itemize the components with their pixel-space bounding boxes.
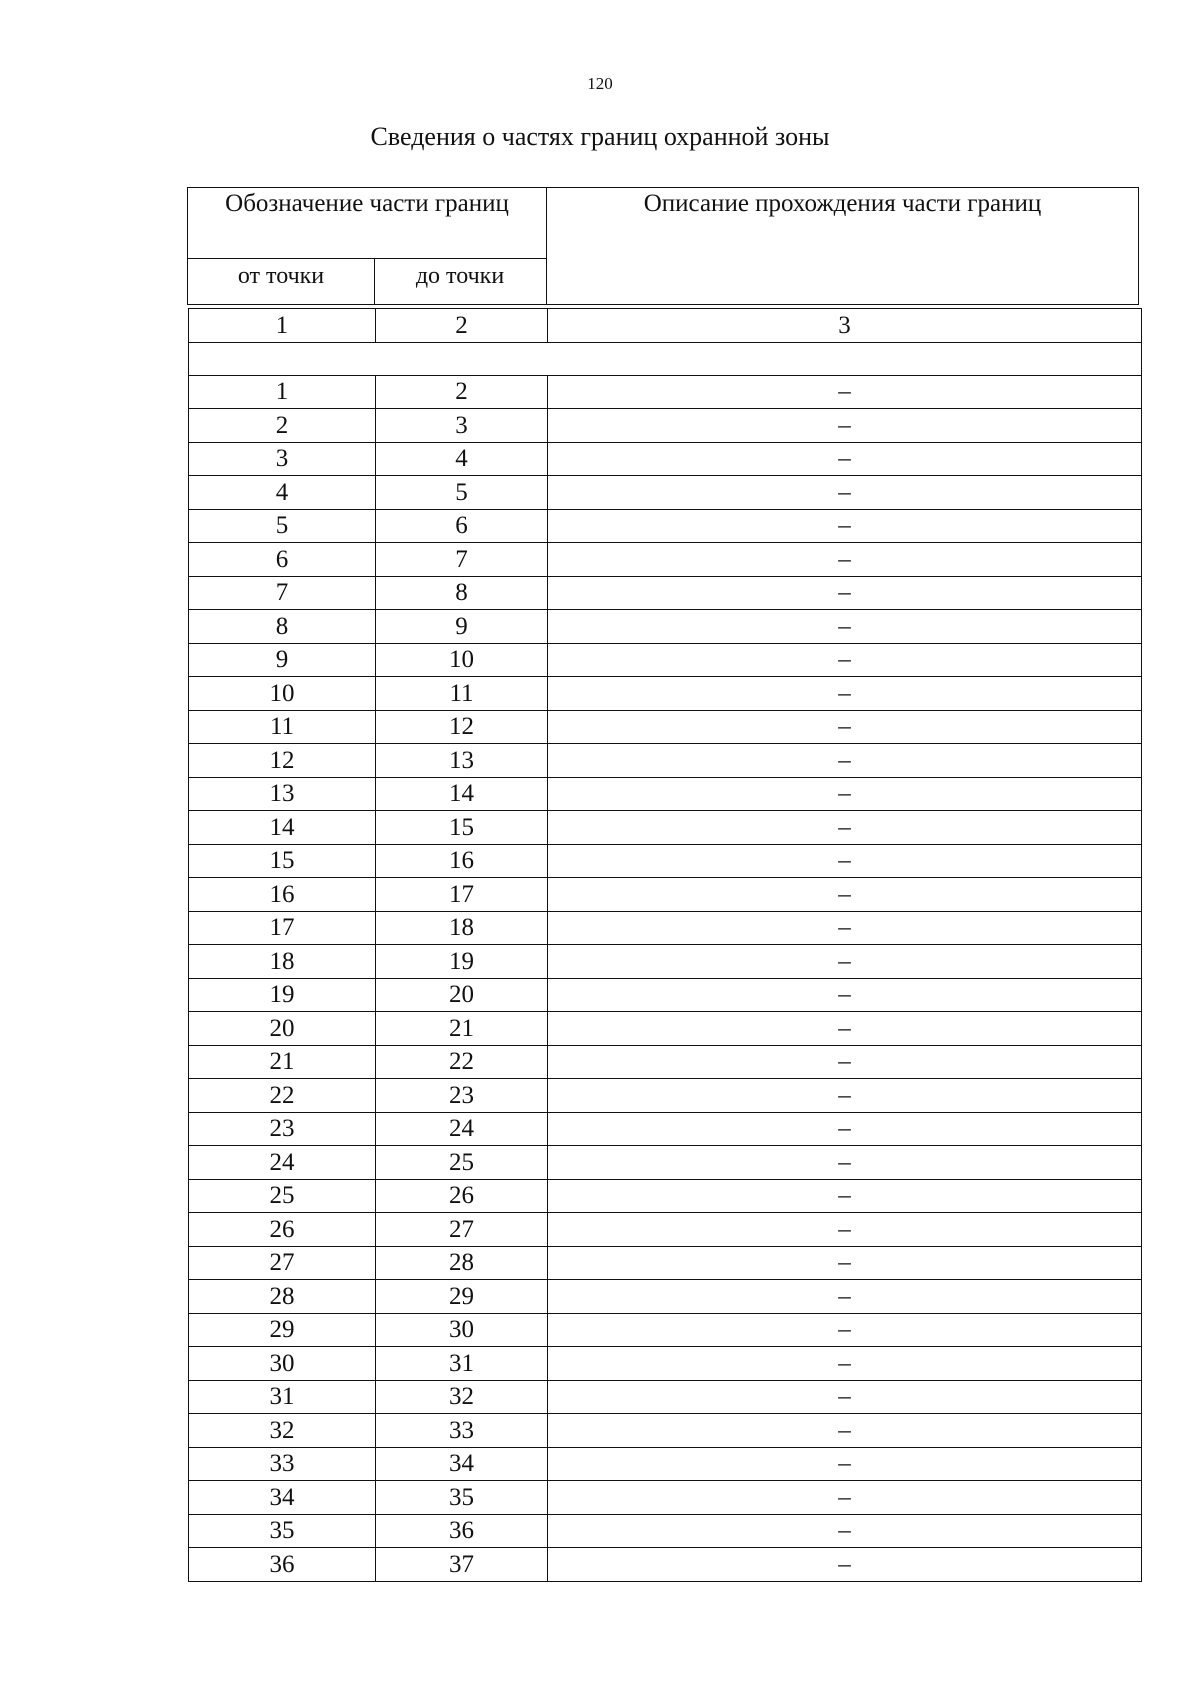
table-row — [189, 710, 1142, 744]
to-point-cell: 15 — [376, 811, 548, 845]
from-point-cell: 25 — [189, 1179, 376, 1213]
description-cell: – — [548, 442, 1142, 476]
from-point-cell: 10 — [189, 677, 376, 711]
to-point-cell: 9 — [376, 610, 548, 644]
description-cell: – — [548, 543, 1142, 577]
table-row — [189, 1514, 1142, 1548]
from-point-cell: 2 — [189, 409, 376, 443]
description-cell: – — [548, 509, 1142, 543]
from-point-cell: 11 — [189, 710, 376, 744]
description-cell: – — [548, 878, 1142, 912]
to-point-cell: 16 — [376, 844, 548, 878]
to-point-cell: 13 — [376, 744, 548, 778]
boundary-parts-table — [188, 308, 1142, 1582]
description-cell: – — [548, 844, 1142, 878]
to-point-cell: 36 — [376, 1514, 548, 1548]
table-row — [189, 442, 1142, 476]
table-row — [189, 1045, 1142, 1079]
header-designation-group — [188, 188, 547, 304]
to-point-cell: 37 — [376, 1548, 548, 1582]
description-cell: – — [548, 1012, 1142, 1046]
description-cell: – — [548, 978, 1142, 1012]
from-point-cell: 7 — [189, 576, 376, 610]
description-cell: – — [548, 1045, 1142, 1079]
to-point-cell: 4 — [376, 442, 548, 476]
description-cell: – — [548, 710, 1142, 744]
description-cell: – — [548, 1347, 1142, 1381]
page-title: Сведения о частях границ охранной зоны — [370, 122, 830, 151]
description-cell: – — [548, 643, 1142, 677]
from-point-cell: 32 — [189, 1414, 376, 1448]
to-point-cell: 20 — [376, 978, 548, 1012]
table-row — [189, 375, 1142, 409]
from-point-cell: 12 — [189, 744, 376, 778]
description-cell: – — [548, 911, 1142, 945]
to-point-cell: 8 — [376, 576, 548, 610]
to-point-cell: 22 — [376, 1045, 548, 1079]
description-cell: – — [548, 677, 1142, 711]
from-point-cell: 28 — [189, 1280, 376, 1314]
column-number-cell: 1 — [189, 309, 376, 343]
description-cell: – — [548, 1280, 1142, 1314]
from-point-cell: 34 — [189, 1481, 376, 1515]
header-from-point: от точки — [188, 259, 375, 304]
table-row — [189, 1146, 1142, 1180]
from-point-cell: 9 — [189, 643, 376, 677]
from-point-cell: 17 — [189, 911, 376, 945]
to-point-cell: 33 — [376, 1414, 548, 1448]
description-cell: – — [548, 1313, 1142, 1347]
from-point-cell: 5 — [189, 509, 376, 543]
to-point-cell: 27 — [376, 1213, 548, 1247]
table-row — [189, 1481, 1142, 1515]
to-point-cell: 17 — [376, 878, 548, 912]
from-point-cell: 24 — [189, 1146, 376, 1180]
table-row — [189, 1447, 1142, 1481]
description-cell: – — [548, 1246, 1142, 1280]
from-point-cell: 21 — [189, 1045, 376, 1079]
table-row — [189, 1347, 1142, 1381]
description-cell: – — [548, 409, 1142, 443]
to-point-cell: 7 — [376, 543, 548, 577]
description-cell: – — [548, 744, 1142, 778]
description-cell: – — [548, 1146, 1142, 1180]
table-row — [189, 1112, 1142, 1146]
table-row — [189, 911, 1142, 945]
from-point-cell: 26 — [189, 1213, 376, 1247]
description-cell: – — [548, 375, 1142, 409]
from-point-cell: 1 — [189, 375, 376, 409]
from-point-cell: 14 — [189, 811, 376, 845]
table-row — [189, 1012, 1142, 1046]
table-row — [189, 1246, 1142, 1280]
description-cell: – — [548, 1414, 1142, 1448]
from-point-cell: 22 — [189, 1079, 376, 1113]
table-row — [189, 945, 1142, 979]
to-point-cell: 3 — [376, 409, 548, 443]
description-cell: – — [548, 1213, 1142, 1247]
to-point-cell: 10 — [376, 643, 548, 677]
to-point-cell: 2 — [376, 375, 548, 409]
description-cell: – — [548, 1548, 1142, 1582]
table-row — [189, 1213, 1142, 1247]
description-cell: – — [548, 945, 1142, 979]
description-cell: – — [548, 1112, 1142, 1146]
description-cell: – — [548, 476, 1142, 510]
from-point-cell: 16 — [189, 878, 376, 912]
column-number-cell: 3 — [548, 309, 1142, 343]
table-row — [189, 1380, 1142, 1414]
from-point-cell: 15 — [189, 844, 376, 878]
table-row — [189, 878, 1142, 912]
column-number-cell: 2 — [376, 309, 548, 343]
table-row — [189, 610, 1142, 644]
table-row — [189, 1079, 1142, 1113]
description-cell: – — [548, 576, 1142, 610]
from-point-cell: 27 — [189, 1246, 376, 1280]
description-cell: – — [548, 610, 1142, 644]
to-point-cell: 24 — [376, 1112, 548, 1146]
from-point-cell: 33 — [189, 1447, 376, 1481]
page-number: 120 — [587, 74, 613, 93]
from-point-cell: 35 — [189, 1514, 376, 1548]
table-row — [189, 744, 1142, 778]
table-row — [189, 677, 1142, 711]
from-point-cell: 19 — [189, 978, 376, 1012]
to-point-cell: 5 — [376, 476, 548, 510]
table-row — [189, 811, 1142, 845]
header-to-point: до точки — [415, 263, 505, 289]
from-point-cell: 13 — [189, 777, 376, 811]
table-row — [189, 409, 1142, 443]
to-point-cell: 26 — [376, 1179, 548, 1213]
header-description: Описание прохождения части границ — [643, 190, 1042, 217]
description-cell: – — [548, 1481, 1142, 1515]
from-point-cell: 20 — [189, 1012, 376, 1046]
table-row — [189, 576, 1142, 610]
table-row — [189, 1548, 1142, 1582]
to-point-cell: 11 — [376, 677, 548, 711]
table-row — [189, 509, 1142, 543]
table-header — [187, 187, 1139, 305]
to-point-cell: 6 — [376, 509, 548, 543]
description-cell: – — [548, 1079, 1142, 1113]
blank-cell — [189, 342, 1142, 375]
table-row — [189, 543, 1142, 577]
to-point-cell: 21 — [376, 1012, 548, 1046]
from-point-cell: 29 — [189, 1313, 376, 1347]
from-point-cell: 4 — [189, 476, 376, 510]
description-cell: – — [548, 1447, 1142, 1481]
to-point-cell: 25 — [376, 1146, 548, 1180]
to-point-cell: 14 — [376, 777, 548, 811]
table-row — [189, 1414, 1142, 1448]
table-row — [189, 777, 1142, 811]
to-point-cell: 28 — [376, 1246, 548, 1280]
table-row — [189, 844, 1142, 878]
from-point-cell: 36 — [189, 1548, 376, 1582]
table-row — [189, 643, 1142, 677]
description-cell: – — [548, 1380, 1142, 1414]
to-point-cell: 32 — [376, 1380, 548, 1414]
table-row — [189, 1280, 1142, 1314]
from-point-cell: 3 — [189, 442, 376, 476]
to-point-cell: 35 — [376, 1481, 548, 1515]
to-point-cell: 34 — [376, 1447, 548, 1481]
description-cell: – — [548, 1514, 1142, 1548]
to-point-cell: 31 — [376, 1347, 548, 1381]
table-row — [189, 1313, 1142, 1347]
description-cell: – — [548, 811, 1142, 845]
table-row — [189, 1179, 1142, 1213]
to-point-cell: 30 — [376, 1313, 548, 1347]
description-cell: – — [548, 1179, 1142, 1213]
from-point-cell: 30 — [189, 1347, 376, 1381]
from-point-cell: 31 — [189, 1380, 376, 1414]
to-point-cell: 29 — [376, 1280, 548, 1314]
column-number-row — [189, 309, 1142, 343]
from-point-cell: 18 — [189, 945, 376, 979]
blank-row — [189, 342, 1142, 375]
to-point-cell: 12 — [376, 710, 548, 744]
header-designation: Обозначение части границ — [188, 188, 546, 259]
table-row — [189, 978, 1142, 1012]
to-point-cell: 19 — [376, 945, 548, 979]
from-point-cell: 8 — [189, 610, 376, 644]
to-point-cell: 23 — [376, 1079, 548, 1113]
from-point-cell: 6 — [189, 543, 376, 577]
to-point-cell: 18 — [376, 911, 548, 945]
table-row — [189, 476, 1142, 510]
description-cell: – — [548, 777, 1142, 811]
table-body — [189, 309, 1142, 1582]
from-point-cell: 23 — [189, 1112, 376, 1146]
